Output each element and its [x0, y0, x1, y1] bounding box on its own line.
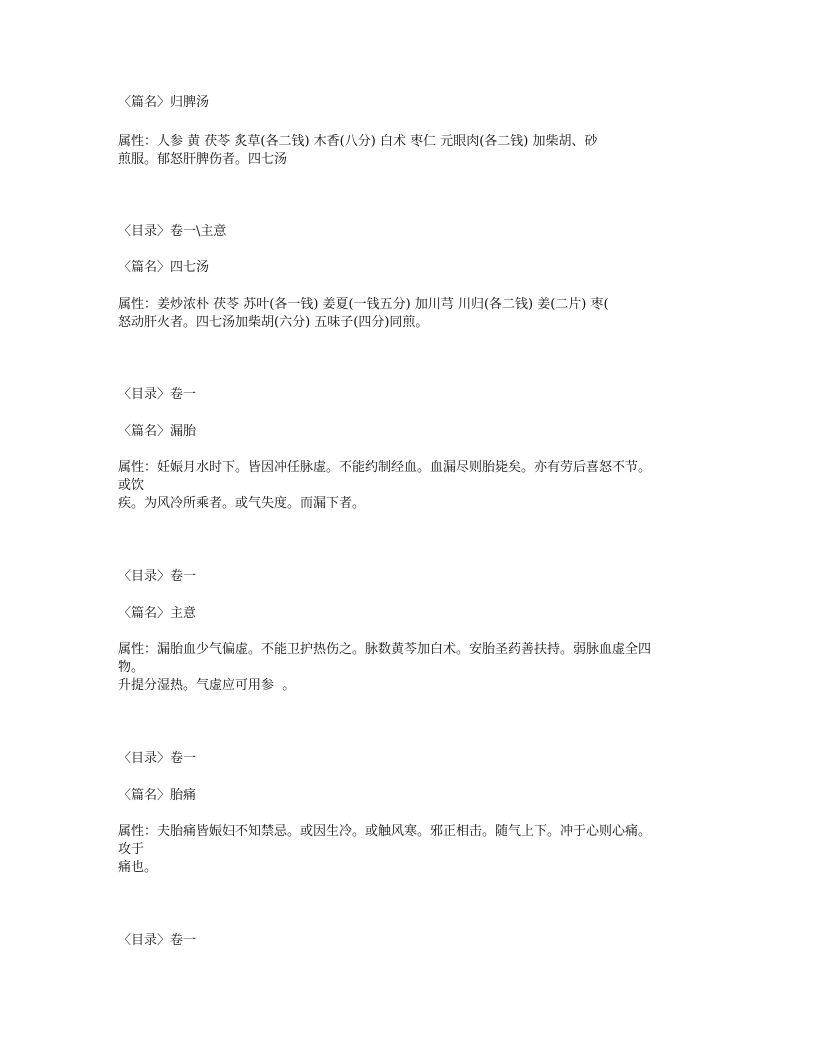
- attribute-text: 属性：妊娠月水时下。皆因冲任脉虚。不能约制经血。血漏尽则胎毙矣。亦有劳后喜怒不节。: [118, 460, 652, 475]
- attribute-text: 属性：漏胎血少气偏虚。不能卫护热伤之。脉数黄芩加白术。安胎圣药善扶持。弱脉血虚全四: [118, 642, 652, 657]
- attribute-text: 属性：姜炒浓朴 茯苓 苏叶(各一钱) 姜夏(一钱五分) 加川芎 川归(各二钱) 姜(二片) 枣(: [118, 297, 609, 312]
- attribute-text: 煎服。郁怒肝脾伤者。四七汤: [118, 152, 288, 167]
- attribute-text: 怒动肝火者。四七汤加柴胡(六分) 五味子(四分)同煎。: [118, 315, 429, 330]
- section-title: 〈篇名〉胎痛: [118, 788, 197, 803]
- catalog-heading: 〈目录〉卷一: [118, 387, 197, 402]
- attribute-text: 攻于: [118, 842, 145, 857]
- section-title: 〈篇名〉漏胎: [118, 424, 197, 439]
- section-title: 〈篇名〉四七汤: [118, 260, 210, 275]
- attribute-text: 升提分湿热。气虚应可用参 。: [118, 678, 296, 693]
- catalog-heading: 〈目录〉卷一: [118, 751, 197, 766]
- attribute-text: 属性：人参 黄 茯苓 炙草(各二钱) 木香(八分) 白术 枣仁 元眼肉(各二钱) 加柴胡、砂: [118, 134, 598, 149]
- section-title: 〈篇名〉主意: [118, 606, 197, 621]
- catalog-heading: 〈目录〉卷一: [118, 933, 197, 948]
- attribute-text: 属性：夫胎痛皆娠妇不知禁忌。或因生冷。或触风寒。邪正相击。随气上下。冲于心则心痛。: [118, 824, 652, 839]
- attribute-text: 痛也。: [118, 860, 158, 875]
- attribute-text: 疾。为风冷所乘者。或气失度。而漏下者。: [118, 496, 366, 511]
- section-title: 〈篇名〉归脾汤: [118, 95, 210, 110]
- attribute-text: 或饮: [118, 478, 145, 493]
- catalog-heading: 〈目录〉卷一: [118, 569, 197, 584]
- catalog-heading: 〈目录〉卷一\主意: [118, 224, 227, 239]
- attribute-text: 物。: [118, 660, 145, 675]
